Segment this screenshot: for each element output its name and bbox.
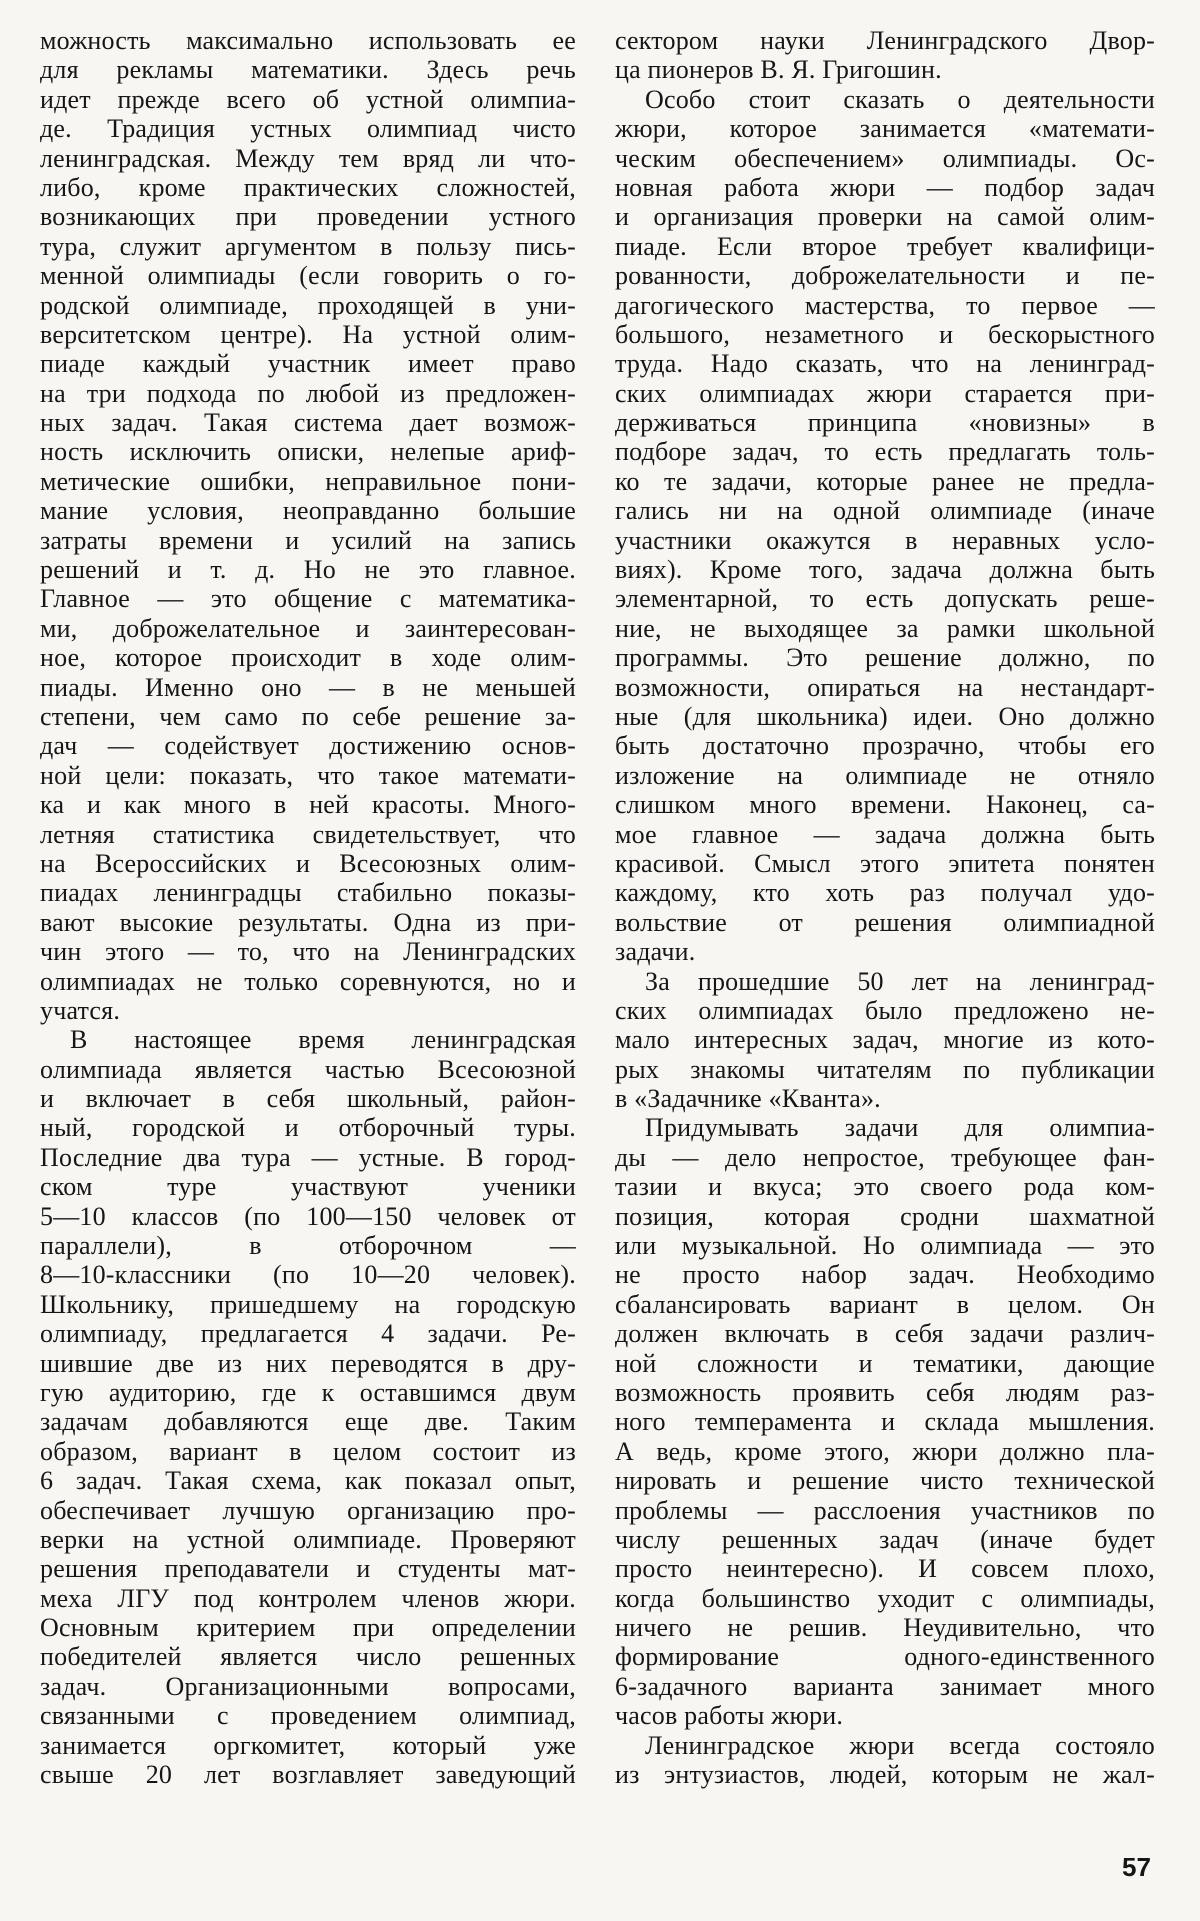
text-line: сбалансировать вариант в целом. Он <box>615 1289 1155 1319</box>
left-text-column <box>40 26 576 1789</box>
text-line: гую аудиторию, где к оставшимся двум <box>40 1377 576 1407</box>
text-line: красивой. Смысл этого эпитета понятен <box>615 848 1155 878</box>
text-line: ском туре участвуют ученики <box>40 1172 576 1202</box>
text-line: подборе задач, то есть предлагать толь- <box>615 437 1155 467</box>
text-line: для рекламы математики. Здесь речь <box>40 55 576 85</box>
text-line: числу решенных задач (иначе будет <box>615 1524 1155 1554</box>
text-line: ских олимпиадах было предложено не- <box>615 995 1155 1025</box>
text-line: тазии и вкуса; это своего рода ком- <box>615 1172 1155 1202</box>
text-line: часов работы жюри. <box>615 1701 844 1731</box>
text-line: ние, не выходящее за рамки школьной <box>615 613 1155 643</box>
text-line: учатся. <box>40 995 121 1025</box>
text-line: мание условия, неоправданно большие <box>40 496 576 526</box>
text-line: степени, чем само по себе решение за- <box>40 701 576 731</box>
text-line: когда большинство уходит с олимпиады, <box>615 1583 1155 1613</box>
text-line: пиаде. Если второе требует квалифици- <box>615 231 1155 261</box>
text-line: дагогического мастерства, то первое — <box>615 290 1155 320</box>
text-line: и включает в себя школьный, район- <box>40 1084 576 1114</box>
text-line: ских олимпиадах жюри старается при- <box>615 378 1155 408</box>
text-line: Придумывать задачи для олимпиа- <box>645 1113 1155 1143</box>
text-line: ми, доброжелательное и заинтересован- <box>40 613 576 643</box>
text-line: свыше 20 лет возглавляет заведующий <box>40 1760 576 1790</box>
text-line: задачи. <box>615 937 696 967</box>
text-line: рых знакомы читателям по публикации <box>615 1054 1155 1084</box>
text-line: меха ЛГУ под контролем членов жюри. <box>40 1583 576 1613</box>
page-number: 57 <box>1122 1852 1151 1882</box>
text-line: задач. Организационными вопросами, <box>40 1671 576 1701</box>
text-line: Ленинградское жюри всегда состояло <box>645 1730 1155 1760</box>
text-line: родской олимпиаде, проходящей в уни- <box>40 290 576 320</box>
text-line: ленинградская. Между тем вряд ли что- <box>40 143 576 173</box>
text-line: должен включать в себя задачи различ- <box>615 1319 1155 1349</box>
text-line: Главное — это общение с математика- <box>40 584 576 614</box>
right-text-column <box>615 26 1155 1789</box>
text-line: держиваться принципа «новизны» в <box>615 408 1155 438</box>
text-line: труда. Надо сказать, что на ленинград- <box>615 349 1155 379</box>
text-line: ды — дело непростое, требующее фан- <box>615 1142 1155 1172</box>
text-line: возможность проявить себя людям раз- <box>615 1377 1155 1407</box>
text-line: ка и как много в ней красоты. Много- <box>40 790 576 820</box>
text-line: 6-задачного варианта занимает много <box>615 1671 1155 1701</box>
text-line: формирование одного-единственного <box>615 1642 1155 1672</box>
text-line: Особо стоит сказать о деятельности <box>645 84 1155 114</box>
text-line: образом, вариант в целом состоит из <box>40 1436 576 1466</box>
text-line: нировать и решение чисто технической <box>615 1466 1155 1496</box>
text-line: идет прежде всего об устной олимпиа- <box>40 84 576 114</box>
text-line: элементарной, то есть допускать реше- <box>615 584 1155 614</box>
text-line: победителей является число решенных <box>40 1642 576 1672</box>
text-line: сектором науки Ленинградского Двор- <box>615 26 1155 55</box>
text-line: ного темперамента и склада мышления. <box>615 1407 1155 1437</box>
text-line: мое главное — задача должна быть <box>615 819 1155 849</box>
text-line: обеспечивает лучшую организацию про- <box>40 1495 576 1525</box>
text-line: пиаде каждый участник имеет право <box>40 349 576 379</box>
text-line: быть достаточно прозрачно, чтобы его <box>615 731 1155 761</box>
text-line: летняя статистика свидетельствует, что <box>40 819 576 849</box>
text-line: ничего не решив. Неудивительно, что <box>615 1613 1155 1643</box>
text-line: ное, которое происходит в ходе олим- <box>40 643 576 673</box>
text-line: позиция, которая сродни шахматной <box>615 1201 1155 1231</box>
text-line: либо, кроме практических сложностей, <box>40 172 576 202</box>
text-line: ный, городской и отборочный туры. <box>40 1113 576 1143</box>
text-line: олимпиадах не только соревнуются, но и <box>40 966 576 996</box>
text-line: олимпиаду, предлагается 4 задачи. Ре- <box>40 1319 576 1349</box>
text-line: В настоящее время ленинградская <box>70 1025 576 1055</box>
text-line: задачам добавляются еще две. Таким <box>40 1407 576 1437</box>
text-line: ные (для школьника) идеи. Оно должно <box>615 701 1155 731</box>
text-line: возникающих при проведении устного <box>40 202 576 232</box>
text-line: мало интересных задач, многие из кото- <box>615 1025 1155 1055</box>
text-line: можность максимально использовать ее <box>40 26 576 55</box>
text-line: занимается оргкомитет, который уже <box>40 1730 576 1760</box>
text-line: вольствие от решения олимпиадной <box>615 907 1155 937</box>
text-line: изложение на олимпиаде не отняло <box>615 760 1155 790</box>
text-line: слишком много времени. Наконец, са- <box>615 790 1155 820</box>
text-line: пиадах ленинградцы стабильно показы- <box>40 878 576 908</box>
text-line: ной цели: показать, что такое математи- <box>40 760 576 790</box>
text-line: 6 задач. Такая схема, как показал опыт, <box>40 1466 576 1496</box>
text-line: или музыкальной. Но олимпиада — это <box>615 1231 1155 1261</box>
text-line: и организация проверки на самой олим- <box>615 202 1155 232</box>
text-line: новная работа жюри — подбор задач <box>615 172 1155 202</box>
text-line: жюри, которое занимается «математи- <box>615 114 1155 144</box>
text-line: вают высокие результаты. Одна из при- <box>40 907 576 937</box>
text-line: решения преподаватели и студенты мат- <box>40 1554 576 1584</box>
text-line: возможности, опираться на нестандарт- <box>615 672 1155 702</box>
text-line: не просто набор задач. Необходимо <box>615 1260 1155 1290</box>
text-line: виях). Кроме того, задача должна быть <box>615 555 1155 585</box>
text-line: дач — содействует достижению основ- <box>40 731 576 761</box>
text-line: ца пионеров В. Я. Григошин. <box>615 55 942 85</box>
text-line: большого, незаметного и бескорыстного <box>615 319 1155 349</box>
text-line: программы. Это решение должно, по <box>615 643 1155 673</box>
text-line: каждому, кто хоть раз получал удо- <box>615 878 1155 908</box>
text-line: просто неинтересно). И совсем плохо, <box>615 1554 1155 1584</box>
text-line: чин этого — то, что на Ленинградских <box>40 937 576 967</box>
text-line: решений и т. д. Но не это главное. <box>40 555 576 585</box>
text-line: 8—10-классники (по 10—20 человек). <box>40 1260 576 1290</box>
text-line: ных задач. Такая система дает возмож- <box>40 408 576 438</box>
text-line: де. Традиция устных олимпиад чисто <box>40 114 576 144</box>
text-line: Последние два тура — устные. В город- <box>40 1142 576 1172</box>
text-line: ческим обеспечением» олимпиады. Ос- <box>615 143 1155 173</box>
text-line: метические ошибки, неправильное пони- <box>40 466 576 496</box>
text-line: менной олимпиады (если говорить о го- <box>40 261 576 291</box>
text-line: За прошедшие 50 лет на ленинград- <box>645 966 1155 996</box>
text-line: из энтузиастов, людей, которым не жал- <box>615 1760 1155 1790</box>
text-line: параллели), в отборочном — <box>40 1231 576 1261</box>
text-line: затраты времени и усилий на запись <box>40 525 576 555</box>
text-line: 5—10 классов (по 100—150 человек от <box>40 1201 576 1231</box>
text-line: ной сложности и тематики, дающие <box>615 1348 1155 1378</box>
text-line: олимпиада является частью Всесоюзной <box>40 1054 576 1084</box>
text-line: рованности, доброжелательности и пе- <box>615 261 1155 291</box>
text-line: ко те задачи, которые ранее не предла- <box>615 466 1155 496</box>
text-line: Основным критерием при определении <box>40 1613 576 1643</box>
text-line: на три подхода по любой из предложен- <box>40 378 576 408</box>
text-line: верситетском центре). На устной олим- <box>40 319 576 349</box>
text-line: участники окажутся в неравных усло- <box>615 525 1155 555</box>
text-line: верки на устной олимпиаде. Проверяют <box>40 1524 576 1554</box>
text-line: шившие две из них переводятся в дру- <box>40 1348 576 1378</box>
text-line: Школьнику, пришедшему на городскую <box>40 1289 576 1319</box>
text-line: на Всероссийских и Всесоюзных олим- <box>40 848 576 878</box>
text-line: в «Задачнике «Кванта». <box>615 1084 881 1114</box>
text-line: гались ни на одной олимпиаде (иначе <box>615 496 1155 526</box>
text-line: проблемы — расслоения участников по <box>615 1495 1155 1525</box>
text-line: ность исключить описки, нелепые ариф- <box>40 437 576 467</box>
text-line: пиады. Именно оно — в не меньшей <box>40 672 576 702</box>
text-line: тура, служит аргументом в пользу пись- <box>40 231 576 261</box>
text-line: А ведь, кроме этого, жюри должно пла- <box>615 1436 1155 1466</box>
text-line: связанными с проведением олимпиад, <box>40 1701 576 1731</box>
